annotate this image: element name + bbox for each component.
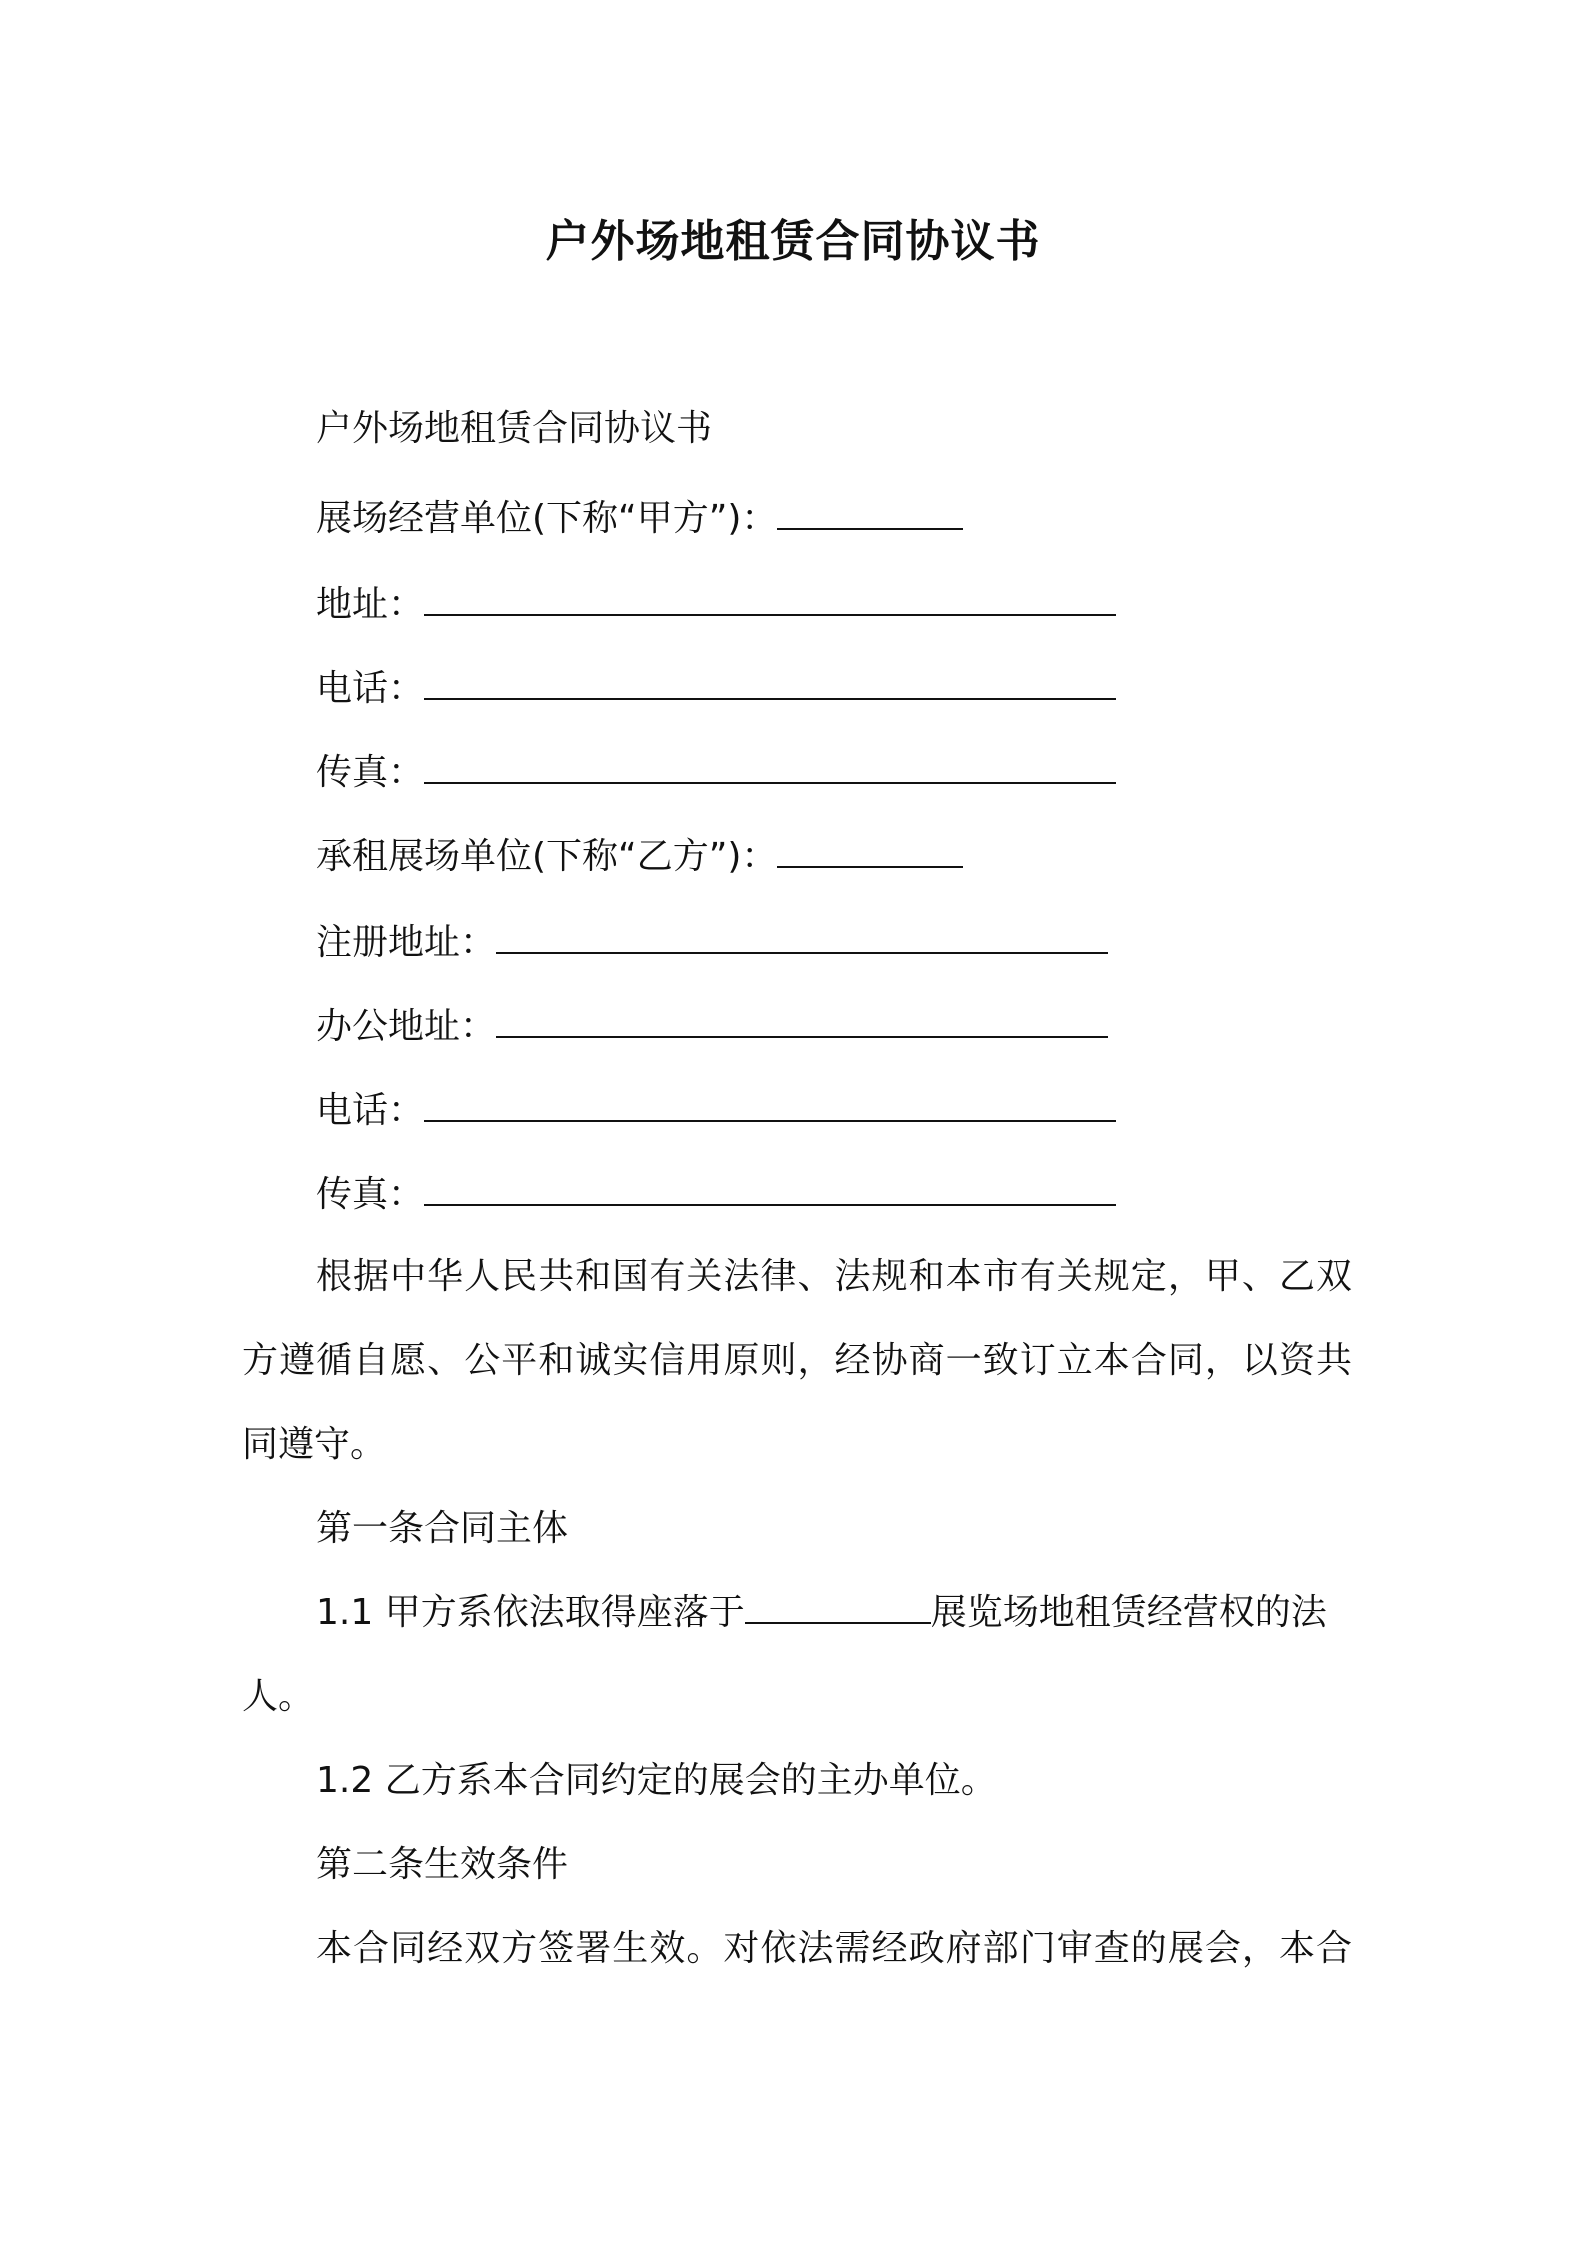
party-a-phone-label: 电话：: [316, 668, 425, 709]
party-a-name-blank[interactable]: [777, 494, 963, 530]
party-a-address-blank[interactable]: [424, 580, 1116, 616]
article-2-heading: 第二条生效条件: [316, 1844, 569, 1885]
party-b-fax-blank[interactable]: [424, 1170, 1116, 1206]
venue-location-blank[interactable]: [745, 1588, 931, 1624]
party-b-phone-blank[interactable]: [424, 1086, 1116, 1122]
party-a-address-line: [316, 580, 1116, 630]
party-a-fax-label: 传真：: [316, 752, 425, 793]
document-subtitle: 户外场地租赁合同协议书: [316, 408, 713, 449]
party-b-name-blank[interactable]: [777, 832, 963, 868]
party-b-label: 承租展场单位(下称“乙方”)：: [316, 836, 778, 877]
party-b-office-address-label: 办公地址：: [316, 1006, 497, 1047]
article-1-item-1-prefix: 1.1 甲方系依法取得座落于: [316, 1592, 745, 1633]
party-a-address-label: 地址：: [316, 584, 425, 625]
article-2-line-1: 本合同经双方签署生效。对依法需经政府部门审查的展会，本合: [316, 1928, 1352, 1969]
article-1-heading: 第一条合同主体: [316, 1508, 569, 1549]
party-b-reg-address-line: [316, 918, 1108, 968]
party-a-fax-line: [316, 748, 1116, 798]
party-b-phone-line: [316, 1086, 1116, 1136]
party-b-fax-line: [316, 1170, 1116, 1220]
party-a-label: 展场经营单位(下称“甲方”)：: [316, 498, 778, 539]
preamble-line-3: 同遵守。: [242, 1424, 387, 1465]
party-b-reg-address-blank[interactable]: [496, 918, 1108, 954]
party-a-line: [316, 494, 963, 544]
party-b-phone-label: 电话：: [316, 1090, 425, 1131]
party-b-office-address-blank[interactable]: [496, 1002, 1108, 1038]
article-1-item-1-suffix: 展览场地租赁经营权的法: [930, 1592, 1327, 1633]
document-title: 户外场地租赁合同协议书: [545, 216, 1041, 267]
article-1-item-1: [316, 1588, 1327, 1638]
party-b-office-address-line: [316, 1002, 1108, 1052]
article-1-item-1-cont: 人。: [242, 1676, 315, 1717]
party-a-phone-blank[interactable]: [424, 664, 1116, 700]
preamble-line-1: 根据中华人民共和国有关法律、法规和本市有关规定，甲、乙双: [316, 1256, 1352, 1297]
preamble-line-2: 方遵循自愿、公平和诚实信用原则，经协商一致订立本合同，以资共: [242, 1340, 1352, 1381]
party-b-line: [316, 832, 963, 882]
party-b-fax-label: 传真：: [316, 1174, 425, 1215]
party-a-fax-blank[interactable]: [424, 748, 1116, 784]
party-b-reg-address-label: 注册地址：: [316, 922, 497, 963]
article-1-item-2: 1.2 乙方系本合同约定的展会的主办单位。: [316, 1760, 997, 1801]
party-a-phone-line: [316, 664, 1116, 714]
